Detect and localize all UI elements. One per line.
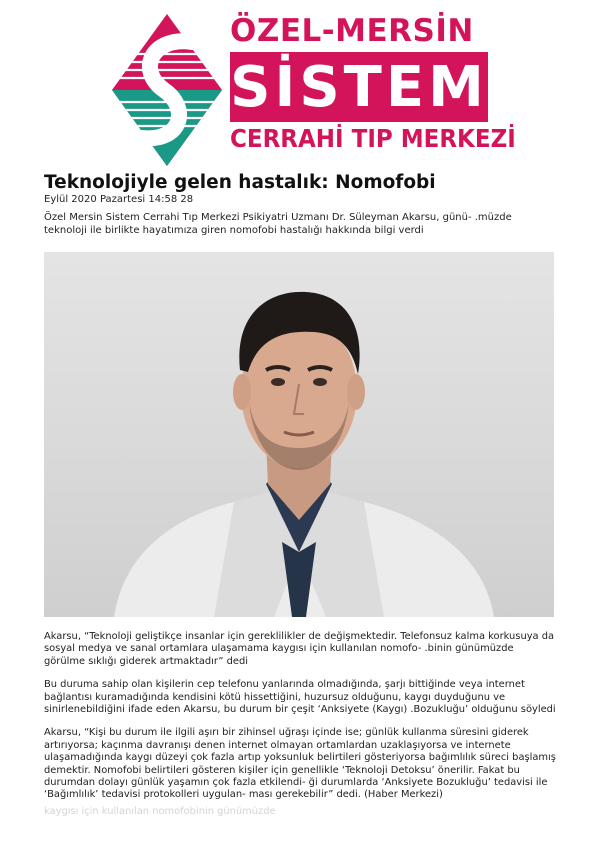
brand-middle-text: SİSTEM <box>230 54 488 120</box>
article-paragraph: Akarsu, “Teknoloji geliştikçe insanlar için gereklilikler de değişmektedir. Telefonsuz kalma korkusuya da sosyal medya ve sanal ortamlara ulaşamama kaygısı için kullanılan nomofo- .binin günümüzde görülme sıklığı giderek artmaktadır” dedi <box>44 631 555 667</box>
article-body <box>44 631 556 813</box>
article-headline: Teknolojiyle gelen hastalık: Nomofobi <box>44 172 436 193</box>
brand-middle-box <box>230 52 488 122</box>
bleed-through-text: kaygısı için kullanılan nomofobinin günümüzde <box>44 806 276 817</box>
sistem-logo-icon <box>112 14 222 166</box>
portrait-illustration <box>44 252 554 617</box>
article-paragraph: Bu duruma sahip olan kişilerin cep telefonu yanlarında olmadığında, şarjı bittiğinde veya internet bağlantısı kuramadığında kendisini kötü hissettiğini, huzursuz olduğunu, kaygı duyduğunu ve sinirlenebildiğini ifade eden Akarsu, bu durum bir çeşit ‘Anksiyete (Kaygı) .Bozukluğu’ olduğunu söyledi <box>44 679 556 716</box>
doctor-portrait-photo <box>44 252 554 617</box>
brand-bottom-text: CERRAHİ TIP MERKEZİ <box>230 124 516 153</box>
article-dateline: Eylül 2020 Pazartesi 14:58 28 <box>44 194 194 205</box>
brand-top-text: ÖZEL-MERSİN <box>230 13 474 49</box>
brand-wordmark <box>230 13 516 154</box>
article-paragraph: Akarsu, “Kişi bu durum ile ilgili aşırı bir zihinsel uğraşı içinde ise; günlük kullanma süresini giderek artırıyorsa; kaçınma davranışı denen internet olmayan ortamlardan uzaklaşıyorsa ve internete ulaşamadığında kaygı düzeyi çok fazla artıp yoksunluk belirtileri gösteriyorsa bağımlılık süreci başlamış demektir. Nomofobi belirtileri gösteren kişiler için genellikle ‘Teknoloji Detoksu’ önerilir. Fakat bu durumdan dolayı günlük yaşamın çok fazla etkilendi- ği durumlarda ‘Anksiyete Bozukluğu’ tedavisi ile ‘Bağımlılık’ tedavisi protokolleri uygulan- ması gerekebilir” dedi. (Haber Merkezi) <box>44 727 556 801</box>
article-lead: Özel Mersin Sistem Cerrahi Tıp Merkezi Psikiyatri Uzmanı Dr. Süleyman Akarsu, günü- .müzde teknoloji ile birlikte hayatımıza giren nomofobi hastalığı hakkında bilgi verdi <box>44 212 512 236</box>
